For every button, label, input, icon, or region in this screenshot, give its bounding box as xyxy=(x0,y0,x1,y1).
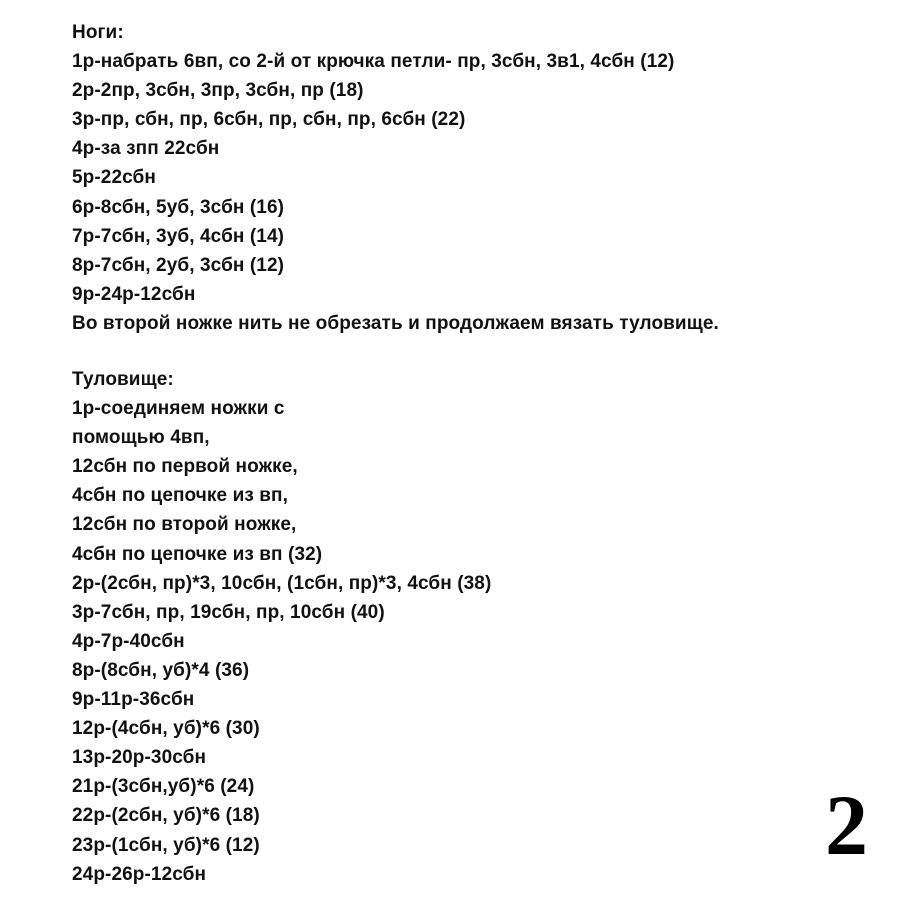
body-section xyxy=(72,365,491,889)
legs-row: 3р-пр, сбн, пр, 6сбн, пр, сбн, пр, 6сбн (22) xyxy=(72,109,466,131)
body-row: 4сбн по цепочке из вп (32) xyxy=(72,543,323,565)
body-row: 23р-(1сбн, уб)*6 (12) xyxy=(72,834,260,856)
body-row: 1р-соединяем ножки с xyxy=(72,398,285,420)
legs-row: 8р-7сбн, 2уб, 3сбн (12) xyxy=(72,254,285,276)
body-row: 3р-7сбн, пр, 19сбн, пр, 10сбн (40) xyxy=(72,601,385,623)
legs-row: 5р-22сбн xyxy=(72,167,156,189)
body-row: 12сбн по первой ножке, xyxy=(72,456,298,478)
body-row: 24р-26р-12сбн xyxy=(72,863,207,885)
body-row: 8р-(8сбн, уб)*4 (36) xyxy=(72,659,250,681)
body-heading: Туловище: xyxy=(72,369,174,390)
legs-row: 2р-2пр, 3сбн, 3пр, 3сбн, пр (18) xyxy=(72,80,364,102)
legs-row: 9р-24р-12сбн xyxy=(72,283,196,305)
body-row: 22р-(2сбн, уб)*6 (18) xyxy=(72,805,260,827)
body-row: 2р-(2сбн, пр)*3, 10сбн, (1сбн, пр)*3, 4сбн (38) xyxy=(72,572,492,594)
body-row: 21р-(3сбн,уб)*6 (24) xyxy=(72,776,255,798)
body-row: 4сбн по цепочке из вп, xyxy=(72,485,289,507)
body-row: помощью 4вп, xyxy=(72,427,210,449)
legs-row: 1р-набрать 6вп, со 2-й от крючка петли- пр, 3сбн, 3в1, 4сбн (12) xyxy=(72,51,675,73)
legs-row: 4р-за зпп 22сбн xyxy=(72,138,220,160)
body-row: 12сбн по второй ножке, xyxy=(72,514,297,536)
page-number: 2 xyxy=(825,777,868,873)
legs-row: 7р-7сбн, 3уб, 4сбн (14) xyxy=(72,225,285,247)
legs-note: Во второй ножке нить не обрезать и продолжаем вязать туловище. xyxy=(72,312,719,334)
body-row: 9р-11р-36сбн xyxy=(72,689,195,711)
body-row: 12р-(4сбн, уб)*6 (30) xyxy=(72,718,260,740)
legs-heading: Ноги: xyxy=(72,22,124,43)
body-row: 4р-7р-40сбн xyxy=(72,630,185,652)
legs-row: 6р-8сбн, 5уб, 3сбн (16) xyxy=(72,196,285,218)
body-row: 13р-20р-30сбн xyxy=(72,747,207,769)
legs-section xyxy=(72,18,719,338)
